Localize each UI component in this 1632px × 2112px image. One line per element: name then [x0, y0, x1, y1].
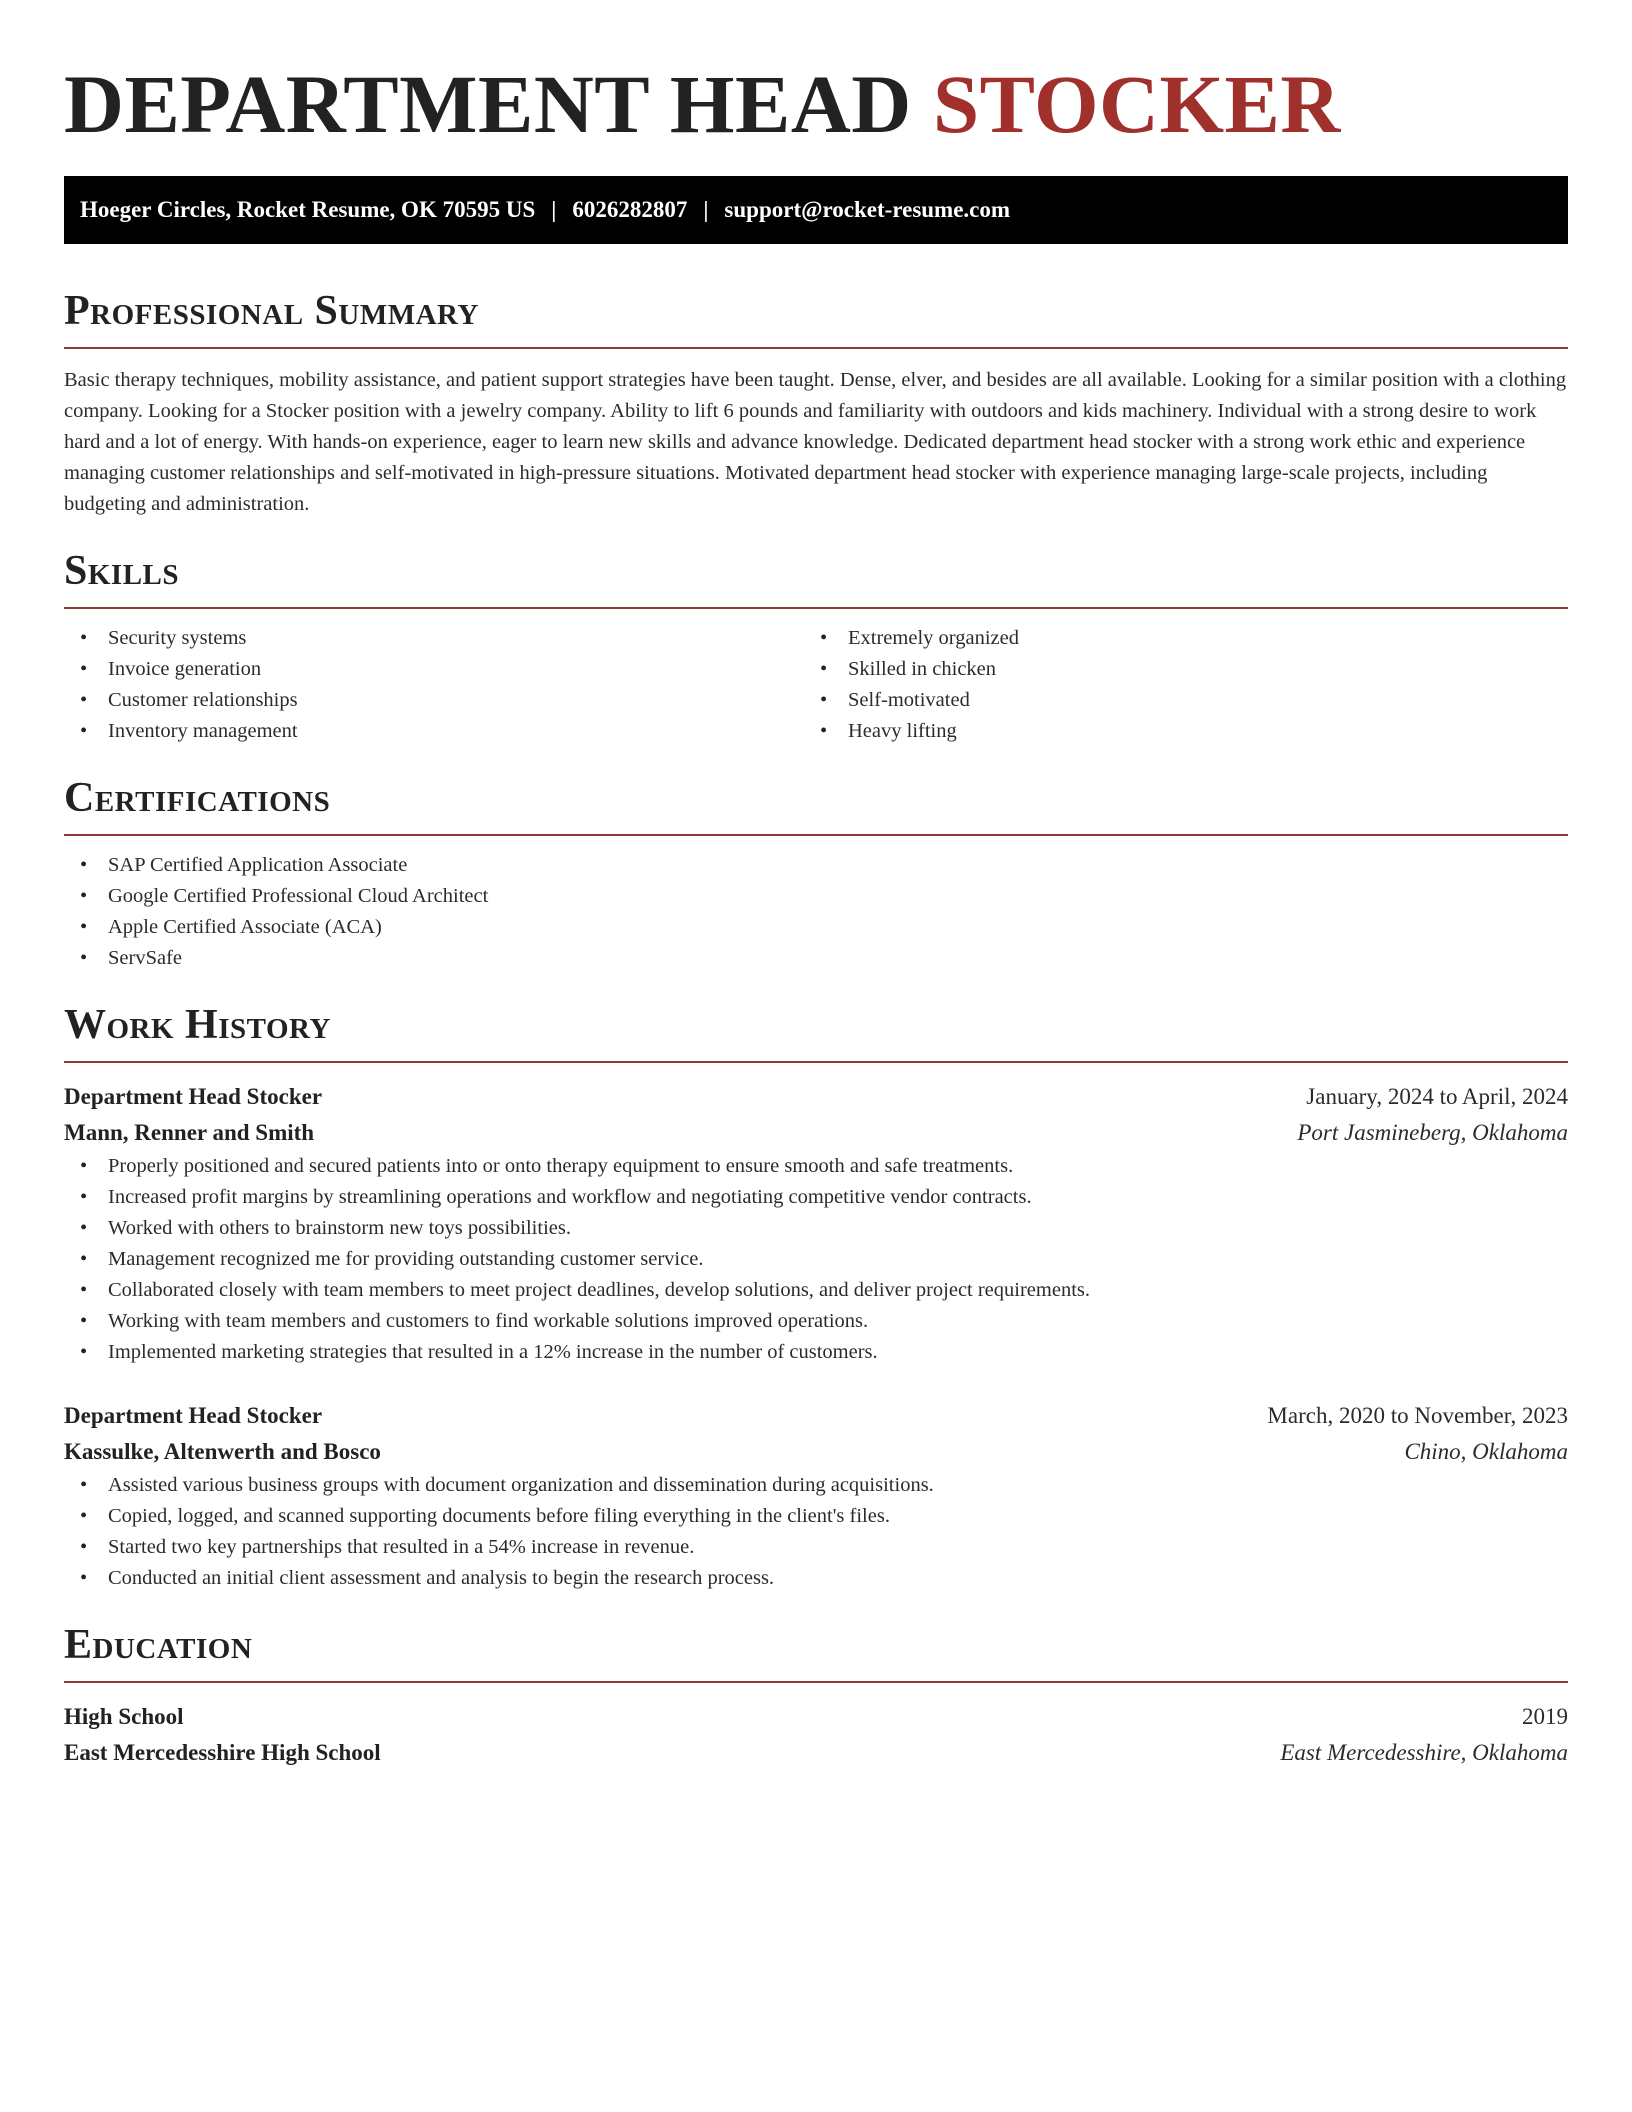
contact-separator: |: [703, 197, 709, 222]
job-company-row: [64, 1115, 1568, 1151]
job-bullet: • Management recognized me for providing outstanding customer service.: [64, 1244, 1568, 1275]
name-first: DEPARTMENT HEAD: [64, 58, 912, 150]
job-bullet: • Implemented marketing strategies that resulted in a 12% increase in the number of customers.: [64, 1337, 1568, 1368]
certifications-section: [64, 773, 1568, 974]
contact-bar: [64, 176, 1568, 244]
job-bullet: • Increased profit margins by streamlining operations and workflow and negotiating competitive vendor contracts.: [64, 1182, 1568, 1213]
job-company: Mann, Renner and Smith: [64, 1120, 315, 1145]
skill-item: • Security systems: [64, 623, 804, 654]
skills-list-right: [804, 623, 1544, 747]
candidate-name: [64, 56, 1568, 152]
job-company-row: [64, 1434, 1568, 1470]
skill-item: • Invoice generation: [64, 654, 804, 685]
skill-item: • Customer relationships: [64, 685, 804, 716]
job-bullet: • Conducted an initial client assessment and analysis to begin the research process.: [64, 1563, 1568, 1594]
certification-item: • ServSafe: [64, 943, 1568, 974]
skills-section: [64, 546, 1568, 747]
job-bullet: • Started two key partnerships that resulted in a 54% increase in revenue.: [64, 1532, 1568, 1563]
job-bullet: • Properly positioned and secured patients into or onto therapy equipment to ensure smooth and safe treatments.: [64, 1151, 1568, 1182]
skill-item: • Inventory management: [64, 716, 804, 747]
job-header-row: [64, 1398, 1568, 1434]
summary-title: Professional Summary: [64, 288, 479, 334]
skill-item: • Self-motivated: [804, 685, 1544, 716]
job-bullet: • Assisted various business groups with document organization and dissemination during acquisitions.: [64, 1470, 1568, 1501]
job-location: Chino, Oklahoma: [1404, 1439, 1568, 1464]
work-history-title: Work History: [64, 1002, 331, 1048]
job-header-row: [64, 1079, 1568, 1115]
job-dates: January, 2024 to April, 2024: [1306, 1084, 1568, 1109]
job-bullets: [64, 1470, 1568, 1594]
education-section: [64, 1620, 1568, 1771]
contact-address: Hoeger Circles, Rocket Resume, OK 70595 US: [80, 197, 536, 222]
job-role: Department Head Stocker: [64, 1084, 323, 1109]
certification-item: • Apple Certified Associate (ACA): [64, 912, 1568, 943]
education-header-row: [64, 1699, 1568, 1735]
summary-section: [64, 286, 1568, 520]
education-year: 2019: [1522, 1704, 1568, 1729]
certification-item: • Google Certified Professional Cloud Architect: [64, 881, 1568, 912]
education-entry: [64, 1699, 1568, 1771]
work-history-section: [64, 1000, 1568, 1594]
skills-column-right: [804, 623, 1544, 747]
skills-title: Skills: [64, 548, 180, 594]
job-bullet: • Collaborated closely with team members to meet project deadlines, develop solutions, and deliver project requirements.: [64, 1275, 1568, 1306]
section-divider: [64, 607, 1568, 609]
certification-item: • SAP Certified Application Associate: [64, 850, 1568, 881]
education-school-row: [64, 1735, 1568, 1771]
section-divider: [64, 1681, 1568, 1683]
education-school: East Mercedesshire High School: [64, 1740, 381, 1765]
skills-column-left: [64, 623, 804, 747]
contact-email: support@rocket-resume.com: [724, 197, 1011, 222]
job-bullet: • Working with team members and customers to find workable solutions improved operations.: [64, 1306, 1568, 1337]
job-entry: [64, 1398, 1568, 1594]
name-last: STOCKER: [932, 58, 1341, 150]
job-location: Port Jasmineberg, Oklahoma: [1297, 1120, 1568, 1145]
education-location: East Mercedesshire, Oklahoma: [1280, 1740, 1568, 1765]
skill-item: • Skilled in chicken: [804, 654, 1544, 685]
job-dates: March, 2020 to November, 2023: [1267, 1403, 1568, 1428]
education-title: Education: [64, 1622, 253, 1668]
education-degree: High School: [64, 1704, 184, 1729]
skill-item: • Extremely organized: [804, 623, 1544, 654]
job-entry: [64, 1079, 1568, 1368]
skills-grid: [64, 623, 1568, 747]
summary-text: Basic therapy techniques, mobility assistance, and patient support strategies have been taught. Dense, elver, and besides are all available. Looking for a similar position with a clothing company. Looking for a Stocker position with a jewelry company. Ability to lift 6 pounds and familiarity with outdoors and kids machinery. Individual with a strong desire to work hard and a lot of energy. With hands-on experience, eager to learn new skills and advance knowledge. Dedicated department head stocker with a strong work ethic and experience managing customer relationships and self-motivated in high-pressure situations. Motivated department head stocker with experience managing large-scale projects, including budgeting and administration.: [64, 369, 1567, 515]
section-divider: [64, 347, 1568, 349]
job-bullet: • Copied, logged, and scanned supporting documents before filing everything in the client's files.: [64, 1501, 1568, 1532]
contact-separator: |: [551, 197, 557, 222]
section-divider: [64, 1061, 1568, 1063]
certifications-title: Certifications: [64, 775, 331, 821]
contact-phone: 6026282807: [572, 197, 688, 222]
section-divider: [64, 834, 1568, 836]
job-company: Kassulke, Altenwerth and Bosco: [64, 1439, 381, 1464]
certifications-list: [64, 850, 1568, 974]
skill-item: • Heavy lifting: [804, 716, 1544, 747]
job-bullets: [64, 1151, 1568, 1368]
skills-list-left: [64, 623, 804, 747]
job-bullet: • Worked with others to brainstorm new toys possibilities.: [64, 1213, 1568, 1244]
job-role: Department Head Stocker: [64, 1403, 323, 1428]
